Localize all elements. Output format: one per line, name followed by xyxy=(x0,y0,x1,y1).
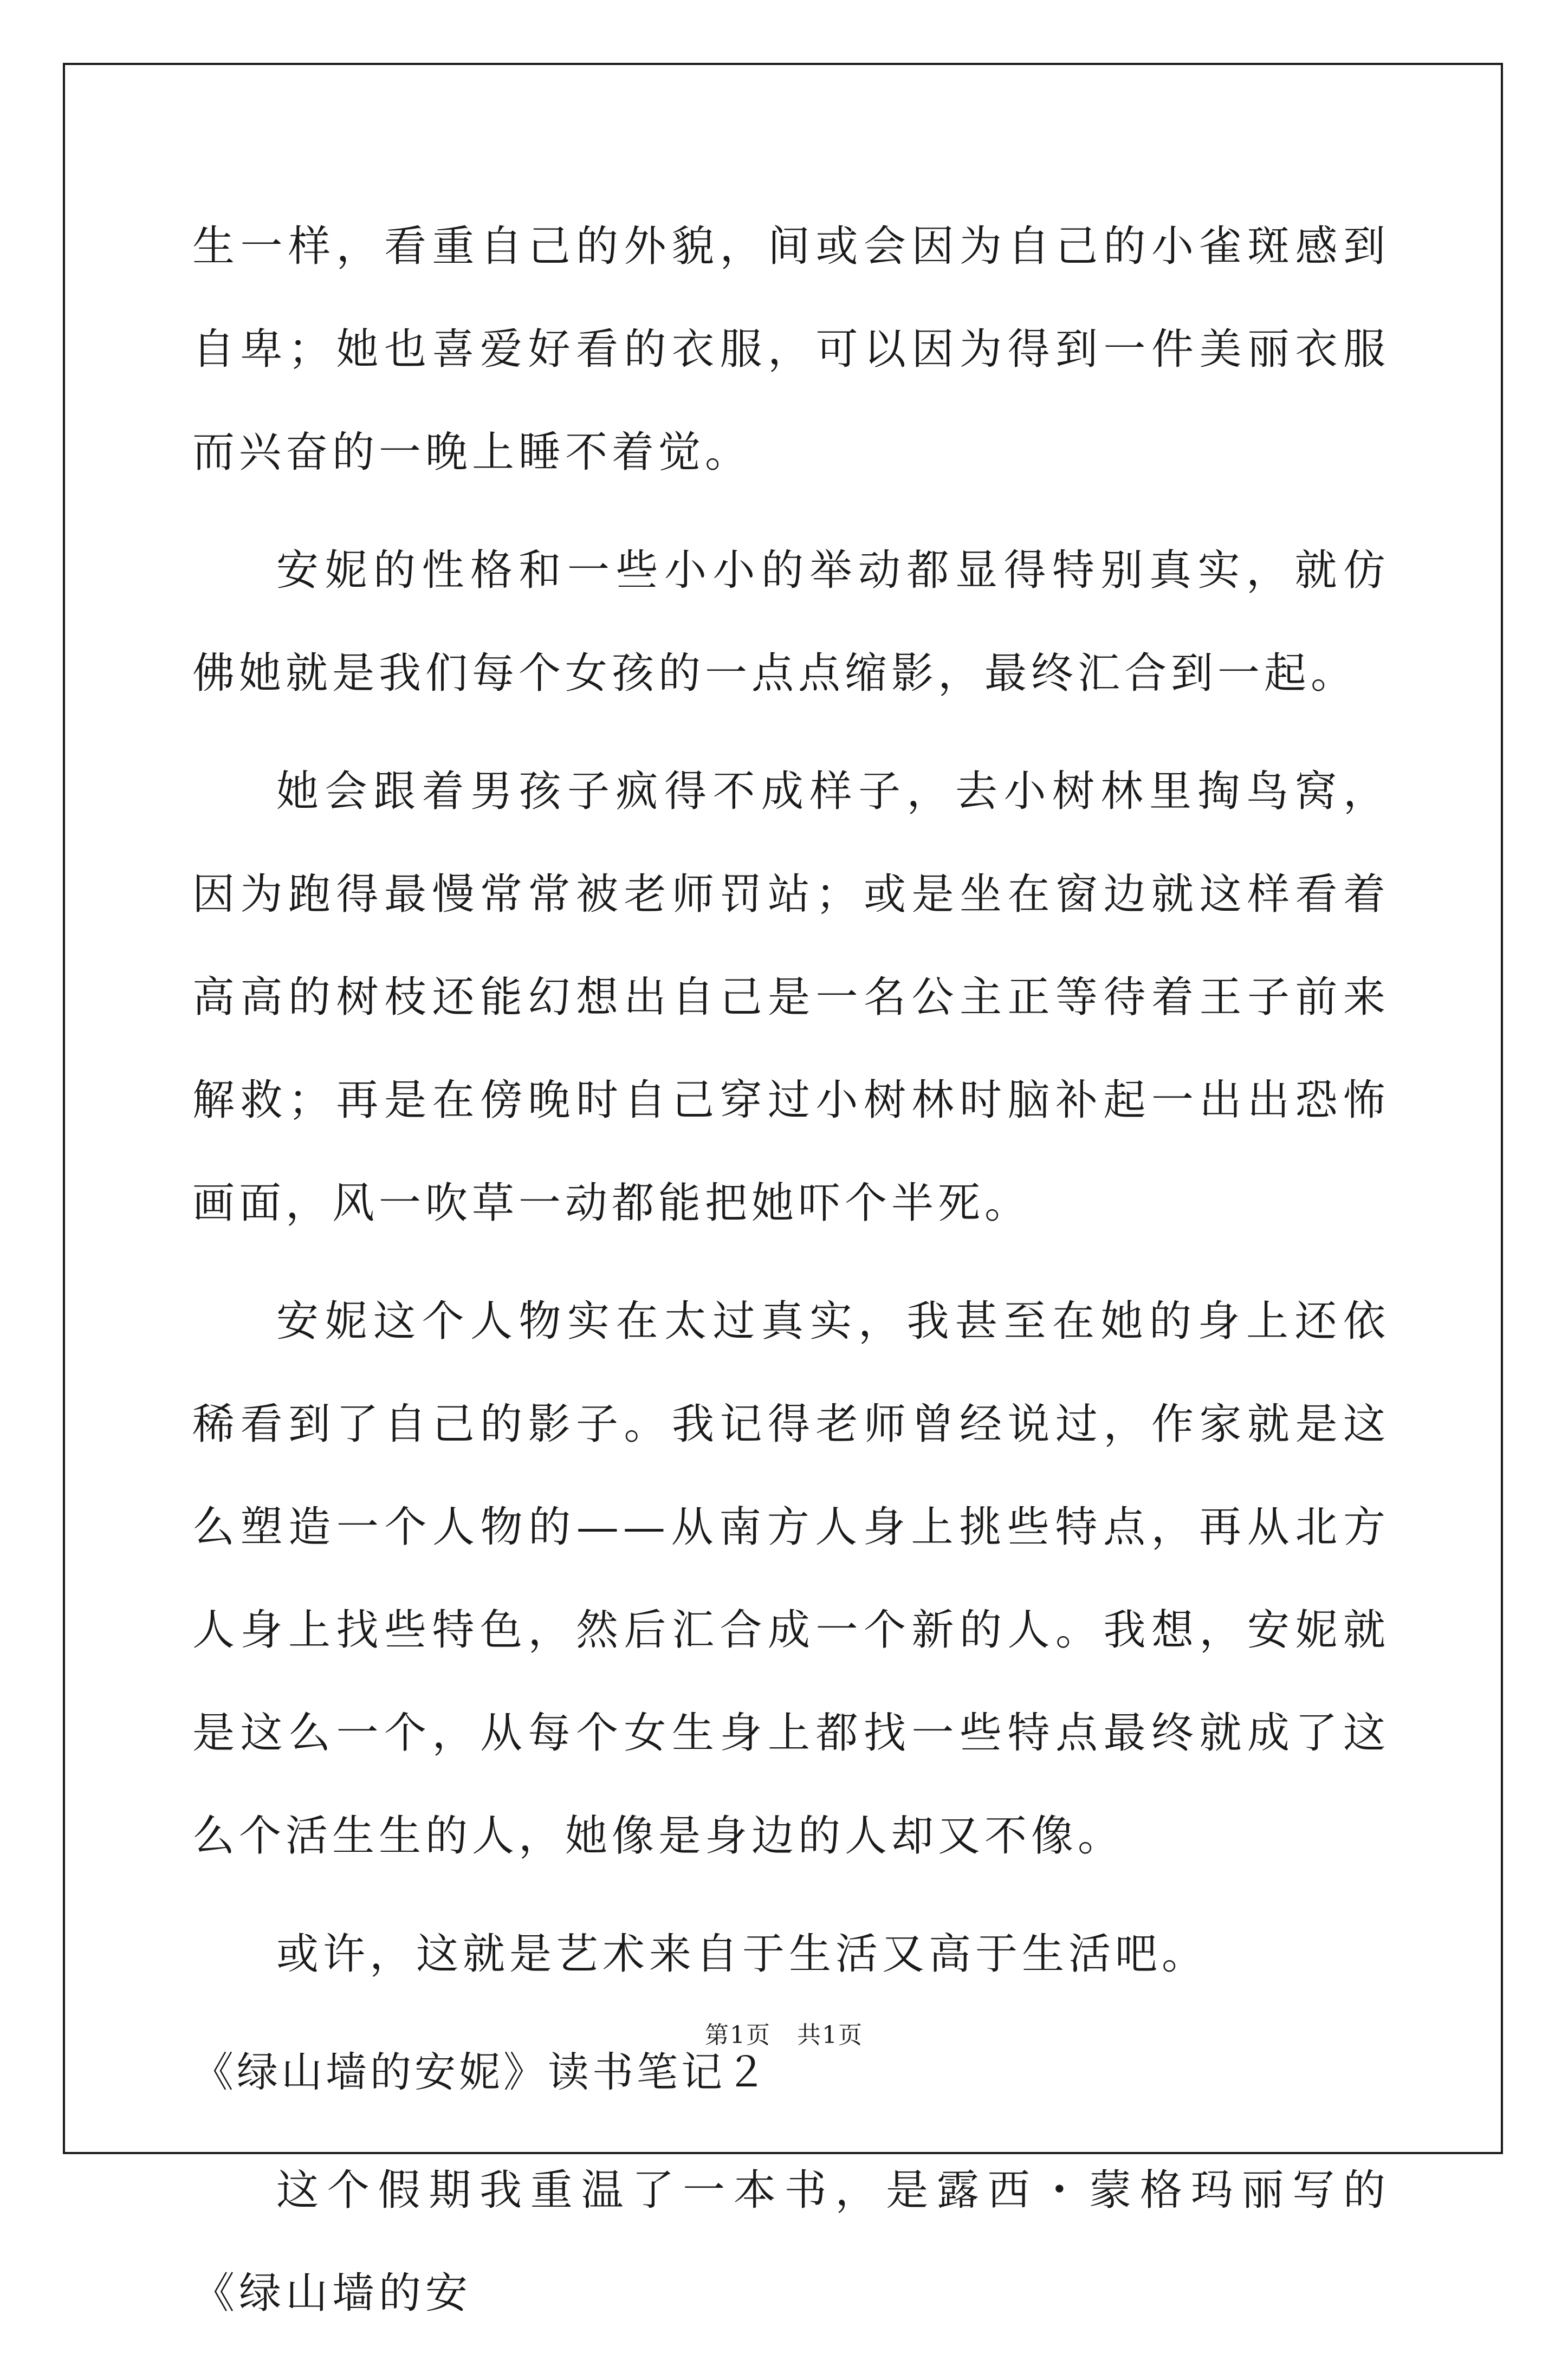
paragraph: 她会跟着男孩子疯得不成样子，去小树林里掏鸟窝，因为跑得最慢常常被老师罚站；或是坐在窗边就这样看着高高的树枝还能幻想出自己是一名公主正等待着王子前来解救；再是在傍晚时自己穿过小树林时脑补起一出出恐怖画面，风一吹草一动都能把她吓个半死。 xyxy=(192,767,1390,1228)
section-heading: 《绿山墙的安妮》读书笔记２ xyxy=(192,2048,770,2096)
paragraph: 安妮这个人物实在太过真实，我甚至在她的身上还依稀看到了自己的影子。我记得老师曾经说过，作家就是这么塑造一个人物的——从南方人身上挑些特点，再从北方人身上找些特色，然后汇合成一个新的人。我想，安妮就是这么一个，从每个女生身上都找一些特点最终就成了这么个活生生的人，她像是身边的人却又不像。 xyxy=(192,1297,1390,1860)
page-number: 第1页 xyxy=(705,2021,771,2049)
paragraph: 这个假期我重温了一本书，是露西・蒙格玛丽写的《绿山墙的安 xyxy=(192,2166,1390,2318)
page-footer xyxy=(0,2015,1568,2050)
paragraph: 或许，这就是艺术来自于生活又高于生活吧。 xyxy=(276,1930,1209,1979)
paragraph-continued: 生一样，看重自己的外貌，间或会因为自己的小雀斑感到自卑；她也喜爱好看的衣服，可以因为得到一件美丽衣服而兴奋的一晚上睡不着觉。 xyxy=(192,222,1390,477)
page-total: 共1页 xyxy=(797,2021,863,2049)
paragraph: 安妮的性格和一些小小的举动都显得特别真实，就仿佛她就是我们每个女孩的一点点缩影，最终汇合到一起。 xyxy=(192,546,1390,698)
